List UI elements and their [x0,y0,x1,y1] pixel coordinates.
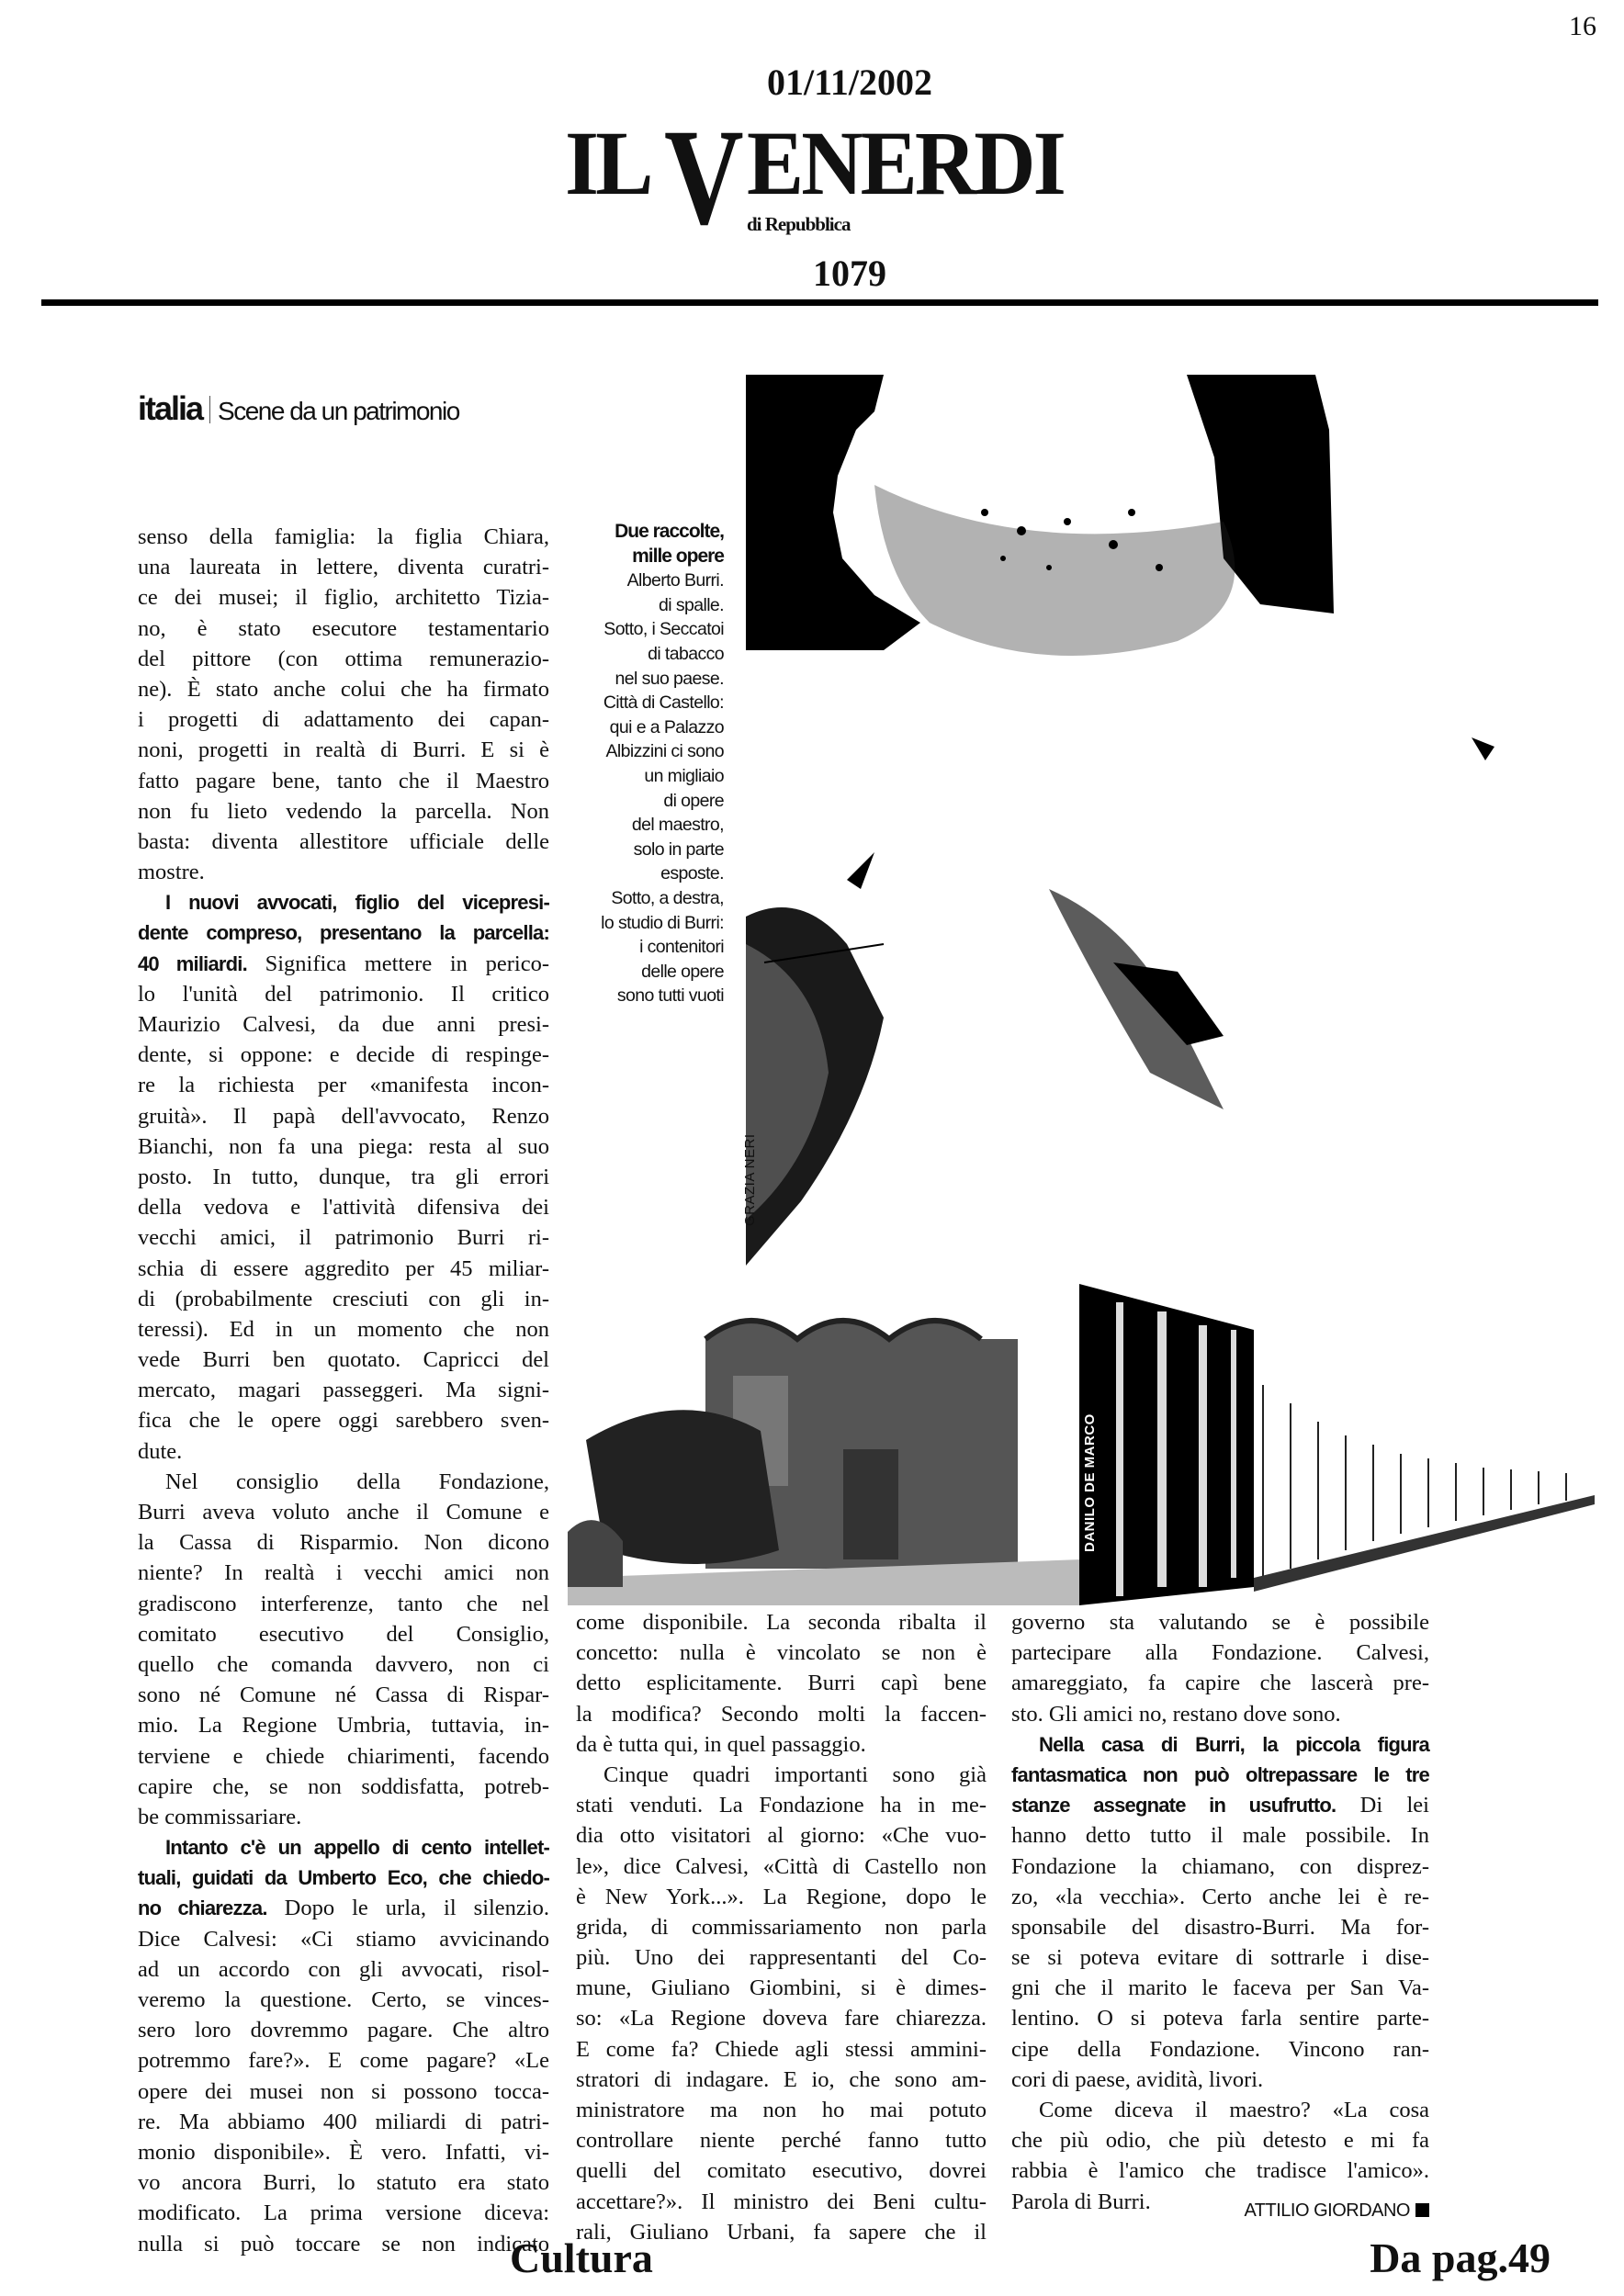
bold-lead-in: Nella casa di Burri, la piccola figura [1039,1732,1429,1756]
caption-line: un migliaio [644,765,724,786]
section-header [138,389,459,428]
text-line: Maurizio Calvesi, da due anni presi- [138,1012,549,1037]
text-line: se si poteva evitare di sottrarle i dise- [1011,1945,1429,1971]
author-name: ATTILIO GIORDANO [1244,2200,1410,2221]
text-line: gruità». Il papà dell'avvocato, Renzo [138,1103,549,1129]
text-line: fica che le opere oggi sarebbero sven- [138,1408,549,1434]
caption-line: esposte. [660,863,724,884]
text-line: re. Ma abbiamo 400 miliardi di patri- [138,2109,549,2134]
text-line: mio. La Regione Umbria, tuttavia, in- [138,1713,549,1739]
text-line: capire che, se non soddisfatta, potreb- [138,1773,549,1799]
header-rule [41,299,1598,306]
text-line: stratori di indagare. E io, che sono am- [576,2066,987,2092]
text-line: monio disponibile». È vero. Infatti, vi- [138,2139,549,2165]
text-line: Fondazione la chiamano, con disprez- [1011,1853,1429,1879]
text-line: dia otto visitatori al giorno: «Che vuo- [576,1823,987,1849]
text-line: Nel consiglio della Fondazione, [165,1469,549,1494]
photo-burri-from-behind [746,375,1595,1266]
text-line: cipe della Fondazione. Vincono ran- [1011,2036,1429,2062]
text-line: controllare niente perché fanno tutto [576,2128,987,2154]
caption-heading-line: mille opere [632,545,724,567]
text-line: concetto: nulla è vincolato se non è [576,1640,987,1666]
logo-subtitle: di Repubblica [747,213,851,235]
text-line: Cinque quadri importanti sono già [603,1761,987,1787]
publication-date: 01/11/2002 [766,62,933,103]
text-line: di (probabilmente cresciuti con gli in- [138,1286,549,1311]
caption-line: qui e a Palazzo [609,716,724,737]
text-line: che più odio, che più detesto e mi fa [1011,2128,1429,2154]
photo-caption [570,520,724,1008]
text-line: sero loro dovremmo pagare. Che altro [138,2018,549,2043]
text-line: governo sta valutando se è possibile [1011,1610,1429,1635]
footer-section-label: Cultura [510,2234,653,2281]
text-line: da è tutta qui, in quel passaggio. [576,1731,866,1757]
text-line: la Cassa di Risparmio. Non dicono [138,1530,549,1556]
text-line: partecipare alla Fondazione. Calvesi, [1011,1640,1429,1666]
photo-seccatoi-tobacco-dryers [568,1275,1082,1605]
text-line: dute. [138,1438,183,1464]
article-column-2 [576,1607,987,2247]
caption-line: delle opere [641,961,724,982]
section-kicker: italia [138,389,203,427]
text-line: sto. Gli amici no, restano dove sono. [1011,1701,1341,1727]
page-number: 16 [1569,11,1596,41]
issue-number: 1079 [813,253,886,294]
bold-lead-in: Intanto c'è un appello di cento intellet- [165,1836,549,1860]
text-line: sono né Comune né Cassa di Rispar- [138,1683,549,1708]
text-line: gni che il marito le faceva per San Va- [1011,1975,1429,2001]
text-line: ne). È stato anche colui che ha firmato [138,676,549,702]
text-line: re la richiesta per «manifesta incon- [138,1073,549,1098]
photo-burri-studio [1079,1275,1595,1605]
text-line: grida, di commissariamento non parla [576,1914,987,1940]
text-line [1011,1760,1429,1790]
text-line: Dice Calvesi: «Ci stiamo avvicinando [138,1926,549,1952]
text-line: rali, Giuliano Urbani, fa sapere che il [576,2219,987,2245]
text-line: comitato esecutivo del Consiglio, [138,1621,549,1647]
text-line: senso della famiglia: la figlia Chiara, [138,524,549,549]
logo-v: V [664,101,744,253]
text-line: stati venduti. La Fondazione ha in me- [576,1793,987,1818]
section-divider [209,396,210,423]
text-run: Significa mettere in perico- [246,951,549,976]
text-line [138,1863,549,1893]
text-line: ad un accordo con gli avvocati, risol- [138,1956,549,1982]
text-line: amareggiato, fa capire che lascerà pre- [1011,1671,1429,1696]
text-line: terviene e chiede chiarimenti, facendo [138,1743,549,1769]
caption-line: di spalle. [659,594,724,615]
text-line: noni, progetti in realtà di Burri. E si è [138,737,549,763]
text-line [1011,1729,1429,1760]
text-line: dente, si oppone: e decide di respinge- [138,1042,549,1068]
caption-line: di tabacco [648,643,724,664]
article-column-3 [1011,1607,1429,2217]
end-mark-icon [1415,2203,1429,2217]
text-line: la modifica? Secondo molti la faccen- [576,1701,987,1727]
caption-line: Albizzini ci sono [605,741,724,762]
text-line: Parola di Burri. [1011,2189,1151,2214]
text-line: vecchi amici, il patrimonio Burri ri- [138,1225,549,1251]
text-line: vo ancora Burri, lo statuto era stato [138,2170,549,2196]
bold-lead-in: dente compreso, presentano la parcella: [138,921,549,945]
text-line: zo, «la vecchia». Certo anche lei è re- [1011,1884,1429,1909]
text-line: hanno detto tutto il male possibile. In [1011,1823,1429,1849]
text-line: più. Uno dei rappresentanti del Co- [576,1945,987,1971]
text-line: fatto pagare bene, tanto che il Maestro [138,768,549,793]
text-line: accettare?». Il ministro dei Beni cultu- [576,2189,987,2214]
text-line: teressi). Ed in un momento che non [138,1316,549,1342]
text-line: ministratore ma non ho mai potuto [576,2098,987,2122]
text-line: detto esplicitamente. Burri capì bene [576,1671,987,1696]
text-line: so: «La Regione doveva fare chiarezza. [576,2006,987,2032]
caption-line: Sotto, i Seccatoi [603,619,724,640]
text-line: no, è stato esecutore testamentario [138,615,549,641]
masthead-logo [565,101,1125,253]
section-title: Scene da un patrimonio [218,397,459,425]
text-line [1011,1790,1429,1820]
text-run: Dopo le urla, il silenzio. [266,1896,549,1921]
text-line: quello che comanda davvero, non ci [138,1651,549,1677]
bold-lead-in: 40 miliardi. [138,951,247,975]
photo-credit-bottom: DANILO DE MARCO [1082,1413,1098,1552]
text-line: sponsabile del disastro-Burri. Ma for- [1011,1914,1429,1940]
caption-line: solo in parte [633,838,724,860]
caption-line: Alberto Burri. [626,570,724,591]
bold-lead-in: stanze assegnate in usufrutto. [1011,1794,1336,1818]
text-line: rabbia è l'amico che tradisce l'amico». [1011,2158,1429,2184]
text-line: quelli del comitato esecutivo, dovrei [576,2158,987,2184]
caption-line: Sotto, a destra, [611,887,724,908]
text-line [138,1893,549,1923]
text-line: come disponibile. La seconda ribalta il [576,1610,987,1635]
text-line [138,917,549,948]
text-line: basta: diventa allestitore ufficiale delle [138,828,549,854]
caption-line: i contenitori [639,937,724,958]
caption-line: del maestro, [631,815,724,836]
text-line: veremo la questione. Certo, se vinces- [138,1987,549,2012]
text-line: mune, Giuliano Giombini, si è dimes- [576,1975,987,2001]
text-line: E come fa? Chiede agli stessi ammini- [576,2036,987,2062]
bold-lead-in: tuali, guidati da Umberto Eco, che chiedo- [138,1866,549,1890]
text-line: gradiscono interferenze, tanto che nel [138,1591,549,1616]
text-line: della vedova e l'attività difensiva dei [138,1195,549,1221]
text-line: mostre. [138,860,205,885]
text-line: be commissariare. [138,1804,302,1829]
text-line: Burri aveva voluto anche il Comune e [138,1500,549,1525]
bold-lead-in: fantasmatica non può oltrepassare le tre [1011,1762,1429,1786]
text-line: ce dei musei; il figlio, architetto Tizia- [138,585,549,611]
caption-line: lo studio di Burri: [601,912,724,933]
bold-lead-in: no chiarezza. [138,1896,267,1920]
text-line: schia di essere aggredito per 45 miliar- [138,1255,549,1281]
caption-line: Città di Castello: [603,692,724,714]
text-line: Come diceva il maestro? «La cosa [1039,2098,1429,2122]
text-line: i progetti di adattamento dei capan- [138,707,549,733]
caption-heading-line: Due raccolte, [615,521,724,542]
caption-line: sono tutti vuoti [616,985,724,1007]
text-line: cori di paese, avidità, livori. [1011,2066,1264,2092]
article-column-1 [138,522,549,2259]
text-line [138,887,549,917]
caption-line: nel suo paese. [615,668,724,689]
text-line: è New York...». La Regione, dopo le [576,1884,987,1909]
author-byline [1010,2200,1429,2222]
text-line: lentino. O si poteva farla sentire parte- [1011,2006,1429,2032]
logo-il: IL [565,112,650,214]
text-line: posto. In tutto, dunque, tra gli errori [138,1164,549,1189]
text-line: vede Burri ben quotato. Capricci del [138,1347,549,1373]
text-line: nulla si può toccare se non indicato [138,2231,549,2257]
text-line [138,1832,549,1863]
text-line: modificato. La prima versione diceva: [138,2200,549,2226]
text-line [138,949,549,979]
text-line: del pittore (con ottima remunerazio- [138,646,549,671]
text-line: mercato, magari passeggeri. Ma signi- [138,1378,549,1403]
photo-credit-top: GRAZIA NERI [742,1133,758,1226]
text-line: niente? In realtà i vecchi amici non [138,1560,549,1586]
text-line: le», dice Calvesi, «Città di Castello non [576,1853,987,1879]
text-line: lo l'unità del patrimonio. Il critico [138,981,549,1007]
text-line: Bianchi, non fa una piega: resta al suo [138,1133,549,1159]
logo-enerdi: ENERDI [747,112,1065,214]
text-line: potremmo fare?». E come pagare? «Le [138,2048,549,2074]
text-line: una laureata in lettere, diventa curatri- [138,555,549,580]
caption-line: di opere [663,790,724,811]
text-run: Di lei [1336,1793,1429,1818]
footer-source-page: Da pag.49 [1370,2234,1551,2281]
text-line: non fu lieto vedendo la parcella. Non [138,798,549,824]
text-line: opere dei musei non si possono tocca- [138,2078,549,2104]
bold-lead-in: I nuovi avvocati, figlio del vicepresi- [165,891,549,915]
